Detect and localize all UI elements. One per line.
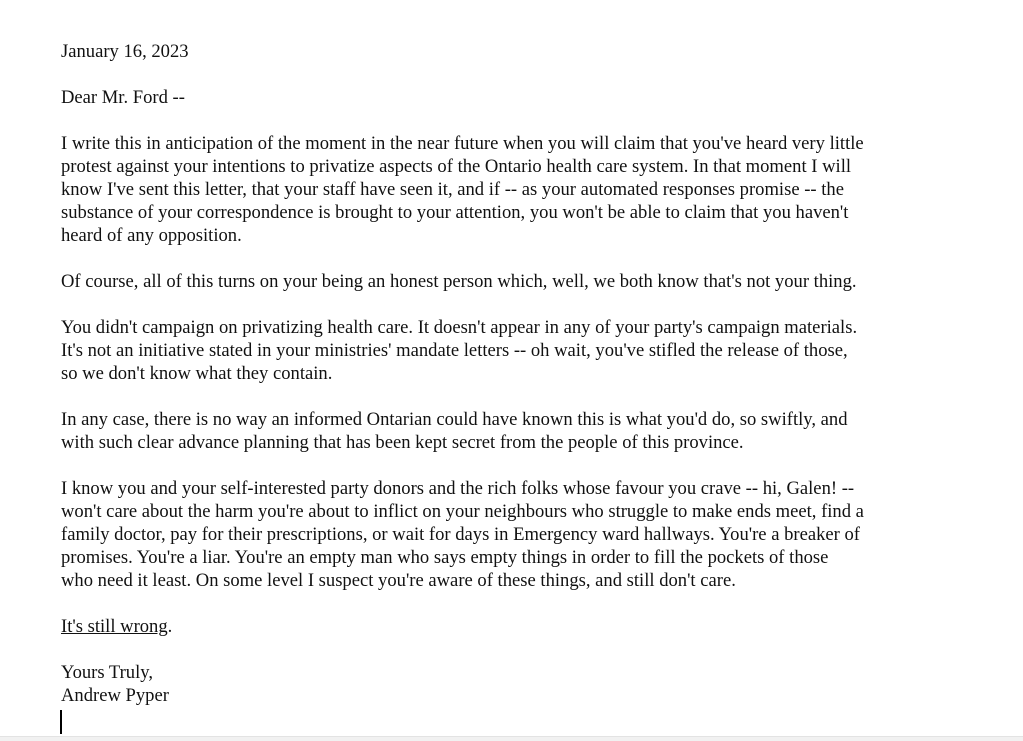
paragraph-4	[61, 408, 961, 454]
paragraph-line: protest against your intentions to privatize aspects of the Ontario health care system. In that moment I will	[61, 156, 852, 177]
closing-statement	[61, 615, 961, 638]
paragraph-line: know I've sent this letter, that your staff have seen it, and if -- as your automated responses promise -- the	[61, 179, 844, 200]
underlined-closing-text: It's still wrong	[61, 616, 168, 637]
closing-punctuation: .	[167, 616, 173, 637]
paragraph-3	[61, 316, 961, 385]
paragraph-line: substance of your correspondence is brought to your attention, you won't be able to claim that you haven't	[61, 202, 849, 223]
paragraph-1	[61, 132, 961, 247]
date-text: January 16, 2023	[61, 41, 189, 62]
paragraph-line: You didn't campaign on privatizing health care. It doesn't appear in any of your party's campaign materials.	[61, 317, 858, 338]
signature-name: Andrew Pyper	[61, 685, 169, 706]
paragraph-line: won't care about the harm you're about to inflict on your neighbours who struggle to make ends meet, find a	[61, 501, 864, 522]
paragraph-line: promises. You're a liar. You're an empty man who says empty things in order to fill the pockets of those	[61, 547, 829, 568]
salutation-text: Dear Mr. Ford --	[61, 87, 185, 108]
paragraph-5	[61, 477, 961, 592]
letter-date	[61, 40, 961, 63]
text-cursor	[60, 710, 62, 734]
letter-body[interactable]	[61, 40, 961, 707]
paragraph-line: so we don't know what they contain.	[61, 363, 333, 384]
paragraph-line: who need it least. On some level I suspect you're aware of these things, and still don't care.	[61, 570, 736, 591]
paragraph-line: It's not an initiative stated in your ministries' mandate letters -- oh wait, you've stifled the release of those,	[61, 340, 848, 361]
paragraph-line: with such clear advance planning that has been kept secret from the people of this province.	[61, 432, 744, 453]
paragraph-line: In any case, there is no way an informed Ontarian could have known this is what you'd do, so swiftly, and	[61, 409, 848, 430]
paragraph-line: I know you and your self-interested party donors and the rich folks whose favour you crave -- hi, Galen! --	[61, 478, 855, 499]
page-bottom-edge	[0, 736, 1023, 741]
paragraph-line: heard of any opposition.	[61, 225, 242, 246]
signoff-text: Yours Truly,	[61, 662, 153, 683]
paragraph-line: Of course, all of this turns on your being an honest person which, well, we both know that's not your thing.	[61, 271, 857, 292]
signature-block	[61, 661, 961, 707]
paragraph-2	[61, 270, 961, 293]
letter-salutation	[61, 86, 961, 109]
paragraph-line: family doctor, pay for their prescriptions, or wait for days in Emergency ward hallways. You're a breaker of	[61, 524, 860, 545]
paragraph-line: I write this in anticipation of the moment in the near future when you will claim that you've heard very little	[61, 133, 864, 154]
